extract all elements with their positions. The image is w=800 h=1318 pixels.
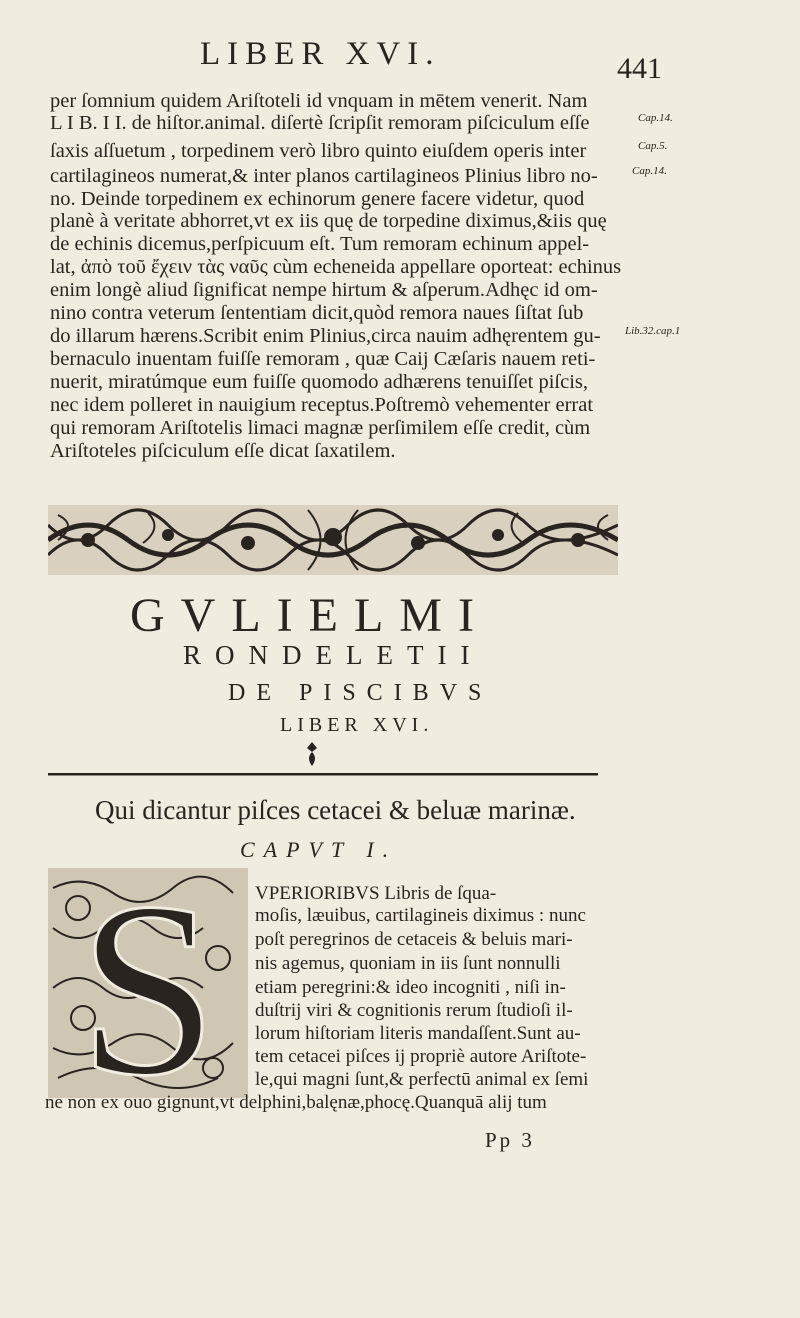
- text-line: tem cetacei piſces ij propriè autore Ariſtote-: [255, 1046, 587, 1067]
- section-heading: Qui dicantur piſces cetacei & beluæ marinæ.: [95, 795, 576, 825]
- initial-letter: S: [78, 868, 218, 1098]
- chapter-label: CAPVT I.: [240, 837, 398, 862]
- text-line: nuerit, miratúmque eum fuiſſe quomodo adhærens tenuiſſet piſcis,: [50, 371, 589, 393]
- text-line: duſtrij viri & cognitionis rerum ſtudioſi il-: [255, 1000, 573, 1021]
- text-line: nis agemus, quoniam in iis ſunt nonnulli: [255, 953, 561, 974]
- text-line: no. Deinde torpedinem ex echinorum genere facere videtur, quod: [50, 188, 585, 210]
- text-line: ne non ex ouo gignunt,vt delphini,balęnæ,phocę.Quanquā alij tum: [45, 1092, 547, 1113]
- text-line: etiam peregrini:& ideo incogniti , niſi in-: [255, 977, 566, 998]
- text-line: enim longè aliud ſignificat nempe hirtum & aſperum.Adhęc id om-: [50, 279, 598, 301]
- title-author-first: GVLIELMI: [130, 589, 490, 642]
- text-line: L I B. I I. de hiſtor.animal. diſertè ſcripſit remoram piſciculum eſſe: [50, 112, 590, 134]
- signature-mark: Pp 3: [485, 1128, 535, 1152]
- margin-note: Cap.14.: [638, 112, 673, 124]
- margin-note: Cap.14.: [632, 165, 667, 177]
- text-line: planè à veritate abhorret,vt ex iis quę de torpedine diximus,&iis quę: [50, 210, 607, 232]
- text-line: cartilagineos numerat,& inter planos cartilagineos Plinius libro no-: [50, 165, 598, 187]
- page-number: 441: [617, 52, 662, 85]
- text-line: lorum hiſtoriam literis mandaſſent.Sunt au-: [255, 1023, 581, 1044]
- decorated-initial-s: [48, 868, 248, 1098]
- text-line: do illarum hærens.Scribit enim Plinius,circa nauim adhęrentem gu-: [50, 325, 601, 347]
- text-line: moſis, læuibus, cartilagineis diximus : nunc: [255, 905, 586, 926]
- text-line: Ariſtoteles piſciculum eſſe dicat ſaxatilem.: [50, 440, 396, 462]
- horizontal-rule: [48, 772, 598, 778]
- text-line: de echinis dicemus,perſpicuum eſt. Tum remoram echinum appel-: [50, 233, 590, 255]
- text-line: le,qui magni ſunt,& perfectū animal ex ſemi: [255, 1069, 589, 1090]
- text-line: bernaculo inuentam fuiſſe remoram , quæ Caij Cæſaris nauem reti-: [50, 348, 596, 370]
- fleuron-icon: [305, 742, 319, 766]
- ornamental-headpiece: [48, 505, 618, 575]
- text-line: VPERIORIBVS Libris de ſqua-: [255, 883, 497, 904]
- text-line: qui remoram Ariſtotelis limaci magnæ perſimilem eſſe credit, cùm: [50, 417, 591, 439]
- text-line: lat, ἀπὸ τοῦ ἔχειν τὰς ναῦς cùm echeneida appellare oporteat: echinus: [50, 256, 622, 278]
- running-head: LIBER XVI.: [200, 36, 441, 72]
- text-line: nec idem polleret in nauigium receptus.Poſtremò vehementer errat: [50, 394, 594, 416]
- margin-note: Lib.32.cap.1: [625, 325, 681, 337]
- title-work: DE PISCIBVS: [228, 680, 493, 706]
- title-book: LIBER XVI.: [280, 714, 434, 736]
- text-line: nino contra veterum ſententiam dicit,quòd remora naues ſiſtat ſub: [50, 302, 584, 324]
- title-author-last: RONDELETII: [183, 640, 484, 670]
- text-line: ſaxis aſſuetum , torpedinem verò libro quinto eiuſdem operis inter: [50, 140, 587, 162]
- text-line: poſt peregrinos de cetaceis & beluis mari-: [255, 929, 573, 950]
- text-line: per ſomnium quidem Ariſtoteli id vnquam in mētem venerit. Nam: [50, 90, 588, 112]
- margin-note: Cap.5.: [638, 140, 668, 152]
